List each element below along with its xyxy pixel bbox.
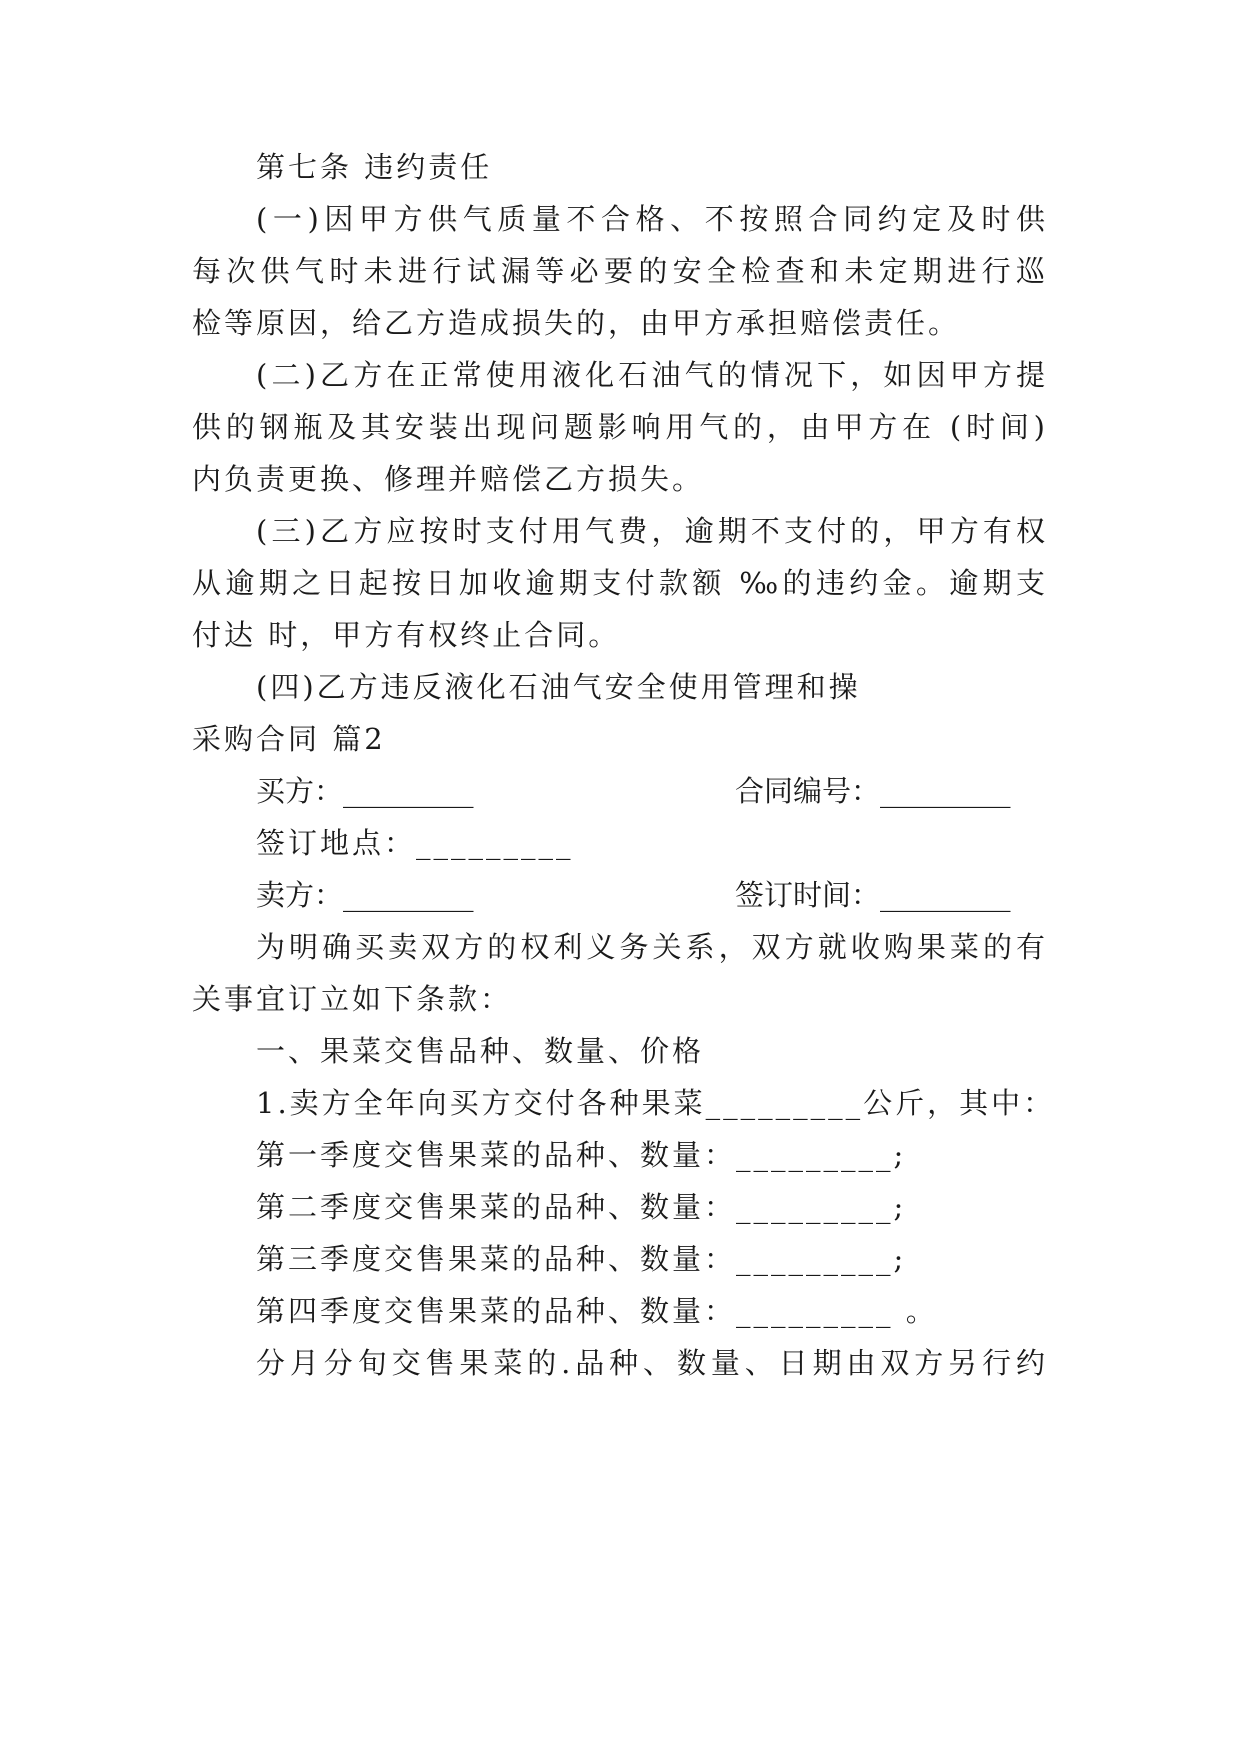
buyer-field: 买方：_________ <box>256 774 474 808</box>
clause-paragraph-line: (三)乙方应按时支付用气费，逾期不支付的，甲方有权 <box>256 514 1048 548</box>
clause-paragraph-line: 从逾期之日起按日加收逾期支付款额 ‰的违约金。逾期支 <box>192 566 1048 600</box>
clause-paragraph-line: (二)乙方在正常使用液化石油气的情况下，如因甲方提 <box>256 358 1048 392</box>
party-row <box>256 769 1056 813</box>
item-line: 第三季度交售果菜的品种、数量：_________; <box>256 1242 907 1276</box>
item-line: 第一季度交售果菜的品种、数量：_________; <box>256 1138 907 1172</box>
clause-paragraph-line: (一)因甲方供气质量不合格、不按照合同约定及时供 <box>256 202 1048 236</box>
party-row <box>256 873 1056 917</box>
clause-paragraph-line: 检等原因，给乙方造成损失的，由甲方承担赔偿责任。 <box>192 306 961 340</box>
sign-place-field: 签订地点：_________ <box>256 826 574 860</box>
section-heading: 一、果菜交售品种、数量、价格 <box>256 1034 705 1068</box>
contract-number-field: 合同编号：_________ <box>735 774 1011 808</box>
item-line: 分月分旬交售果菜的.品种、数量、日期由双方另行约 <box>256 1346 1048 1380</box>
sign-time-field: 签订时间：_________ <box>735 878 1011 912</box>
preamble-line: 关事宜订立如下条款： <box>192 982 513 1016</box>
seller-field: 卖方：_________ <box>256 878 474 912</box>
section-title: 采购合同 篇2 <box>192 722 386 756</box>
clause-paragraph-line: (四)乙方违反液化石油气安全使用管理和操 <box>256 670 861 704</box>
preamble-line: 为明确买卖双方的权利义务关系，双方就收购果菜的有 <box>256 930 1048 964</box>
clause-paragraph-line: 供的钢瓶及其安装出现问题影响用气的，由甲方在 (时间) <box>192 410 1048 444</box>
item-line: 第四季度交售果菜的品种、数量：_________ 。 <box>256 1294 938 1328</box>
article-heading: 第七条 违约责任 <box>256 150 493 184</box>
item-line: 1.卖方全年向买方交付各种果菜_________公斤，其中： <box>256 1086 1056 1120</box>
clause-paragraph-line: 内负责更换、修理并赔偿乙方损失。 <box>192 462 705 496</box>
clause-paragraph-line: 每次供气时未进行试漏等必要的安全检查和未定期进行巡 <box>192 254 1048 288</box>
clause-paragraph-line: 付达 时，甲方有权终止合同。 <box>192 618 621 652</box>
item-line: 第二季度交售果菜的品种、数量：_________; <box>256 1190 907 1224</box>
